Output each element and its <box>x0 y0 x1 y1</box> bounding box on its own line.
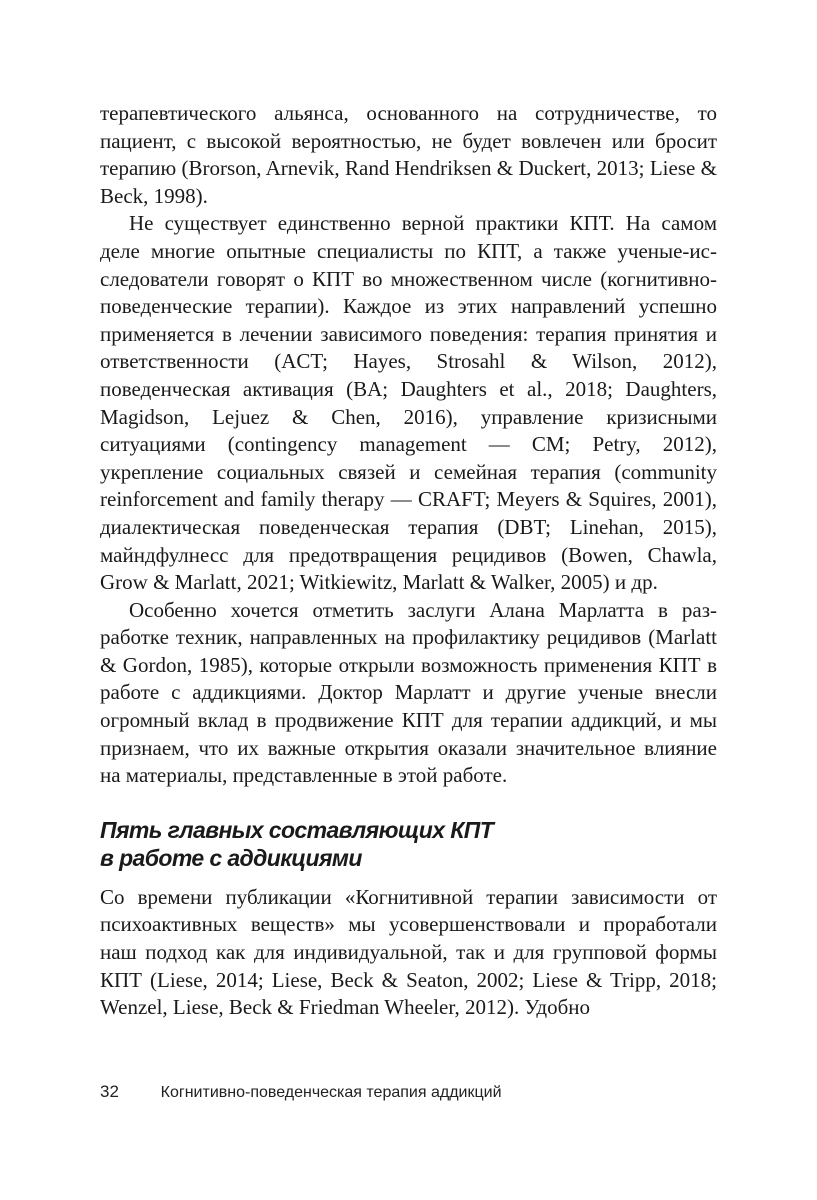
paragraph-after-heading: Со времени публикации «Когнитивной терапии зависимости от психоактивных веществ» мы усовершенствовали и проработали наш подход как для индивидуальной, так и для групповой формы КПТ (Liese, 2014; Liese, Beck & Seaton, 2002; Liese & Tripp, 2018; Wenzel, Liese, Beck & Friedman Wheeler, 2012). Удобно <box>100 884 717 1020</box>
page-number: 32 <box>100 1082 119 1101</box>
body-text <box>100 100 717 790</box>
section-heading-line-1: Пять главных составляющих КПТ <box>100 816 494 843</box>
running-title: Когнитивно-поведенческая терапия аддикций <box>160 1084 502 1101</box>
section-body <box>100 884 717 1022</box>
page-footer <box>100 1082 502 1102</box>
section-heading <box>100 816 717 872</box>
page-content <box>100 100 717 1022</box>
paragraph-cbt-practices: Не существует единственно верной практики КПТ. На самом деле многие опытные специалисты по КПТ, а также ученые-исследователи говорят о КПТ во множественном числе (когнитивно-поведенческие терапии). Каждое из этих направлений успешно применяется в лечении зависимого поведения: терапия принятия и ответственности (ACT; Hayes, Strosahl & Wilson, 2012), поведенческая активация (BA; Daughters et al., 2018; Daughters, Magidson, Lejuez & Chen, 2016), управление кризисными ситуациями (contingency management — CM; Petry, 2012), укрепление социальных связей и семейная терапия (community reinforcement and family therapy — CRAFT; Meyers & Squires, 2001), диалектическая поведенческая терапия (DBT; Linehan, 2015), майндфулнесс для предотвращения рецидивов (Bowen, Chawla, Grow & Marlatt, 2021; Witkiewitz, Marlatt & Walker, 2005) и др. <box>100 211 717 595</box>
paragraph-marlatt: Особенно хочется отметить заслуги Алана Марлатта в разработке техник, направленных на профилактику рецидивов (Marlatt & Gordon, 1985), которые открыли возможность применения КПТ в работе с аддикциями. Доктор Марлатт и другие ученые внесли огромный вклад в продвижение КПТ для терапии аддикций, и мы признаем, что их важные открытия оказали значительное влияние на материалы, представленные в этой работе. <box>100 597 717 788</box>
paragraph-continued: терапевтического альянса, основанного на сотрудничестве, то пациент, с высокой вероятностью, не будет вовлечен или бросит терапию (Brorson, Arnevik, Rand Hendriksen & Duckert, 2013; Liese & Beck, 1998). <box>100 101 717 208</box>
section-heading-line-2: в работе с аддикциями <box>100 844 362 871</box>
